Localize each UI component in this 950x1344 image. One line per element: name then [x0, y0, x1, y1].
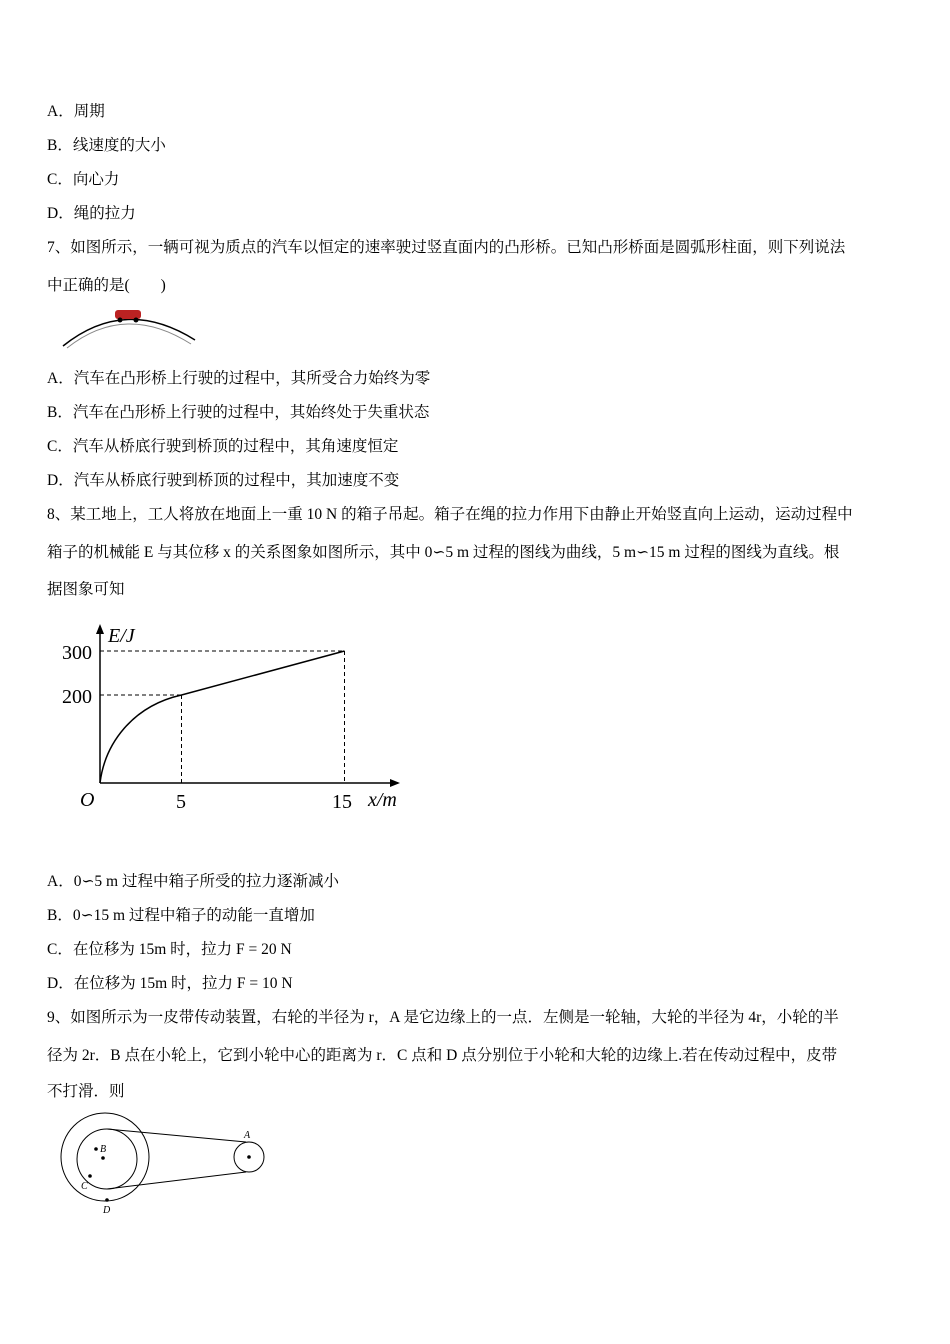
point-d-label: D: [103, 1205, 111, 1216]
x-axis-arrow: [390, 779, 400, 787]
small-wheel: [77, 1129, 137, 1189]
point-a-label: A: [244, 1130, 251, 1141]
belt-top: [107, 1129, 246, 1142]
q9-stem-2: 径为 2r．B 点在小轮上，它到小轮中心的距离为 r．C 点和 D 点分别位于小轮和大轮的边缘上.若在传动过程中，皮带: [47, 1047, 838, 1064]
q6-option-c: C．向心力: [47, 171, 120, 188]
q7-option-c: C．汽车从桥底行驶到桥顶的过程中，其角速度恒定: [47, 438, 399, 455]
q7-option-b: B．汽车在凸形桥上行驶的过程中，其始终处于失重状态: [47, 404, 430, 421]
y-tick-label: 200: [62, 686, 92, 708]
q8-option-d: D．在位移为 15m 时，拉力 F = 10 N: [47, 975, 293, 992]
point-b-label: B: [100, 1144, 107, 1155]
x-axis-label: x/m: [368, 789, 397, 811]
q7-option-a: A．汽车在凸形桥上行驶的过程中，其所受合力始终为零: [47, 370, 431, 387]
q6-option-d: D．绳的拉力: [47, 205, 136, 222]
y-tick-label: 300: [62, 642, 92, 664]
q8-stem-2: 箱子的机械能 E 与其位移 x 的关系图象如图所示，其中 0∽5 m 过程的图线为曲线，5 m∽15 m 过程的图线为直线。根: [47, 544, 840, 561]
q8-option-b: B．0∽15 m 过程中箱子的动能一直增加: [47, 907, 315, 924]
q8-stem-3: 据图象可知: [47, 581, 125, 598]
q6-option-b: B．线速度的大小: [47, 137, 166, 154]
q7-stem-1: 7、如图所示，一辆可视为质点的汽车以恒定的速率驶过竖直面内的凸形桥。已知凸形桥面是圆弧形柱面，则下列说法: [47, 239, 846, 256]
q8-stem-1: 8、某工地上，工人将放在地面上一重 10 N 的箱子吊起。箱子在绳的拉力作用下由静止开始竖直向上运动，运动过程中: [47, 506, 853, 523]
belt-drive-figure: [50, 1110, 280, 1220]
q9-stem-1: 9、如图所示为一皮带传动装置，右轮的半径为 r，A 是它边缘上的一点．左侧是一轮轴，大轮的半径为 4r，小轮的半: [47, 1009, 839, 1026]
q8-option-a: A．0∽5 m 过程中箱子所受的拉力逐渐减小: [47, 873, 339, 890]
y-axis-arrow: [96, 624, 104, 634]
y-axis-label: E/J: [108, 625, 135, 647]
large-wheel: [61, 1113, 149, 1201]
line-segment: [182, 651, 345, 695]
origin-label: O: [80, 789, 95, 811]
q8-option-c: C．在位移为 15m 时，拉力 F = 20 N: [47, 941, 292, 958]
q6-option-a: A．周期: [47, 103, 105, 120]
point-c-label: C: [81, 1181, 88, 1192]
energy-displacement-chart: [0, 0, 450, 830]
x-tick-label: 5: [176, 791, 186, 813]
x-tick-label: 15: [332, 791, 352, 813]
curve-segment: [100, 695, 182, 783]
q7-stem-2: 中正确的是( ): [47, 277, 166, 294]
q7-option-d: D．汽车从桥底行驶到桥顶的过程中，其加速度不变: [47, 472, 400, 489]
q9-stem-3: 不打滑．则: [47, 1083, 125, 1100]
